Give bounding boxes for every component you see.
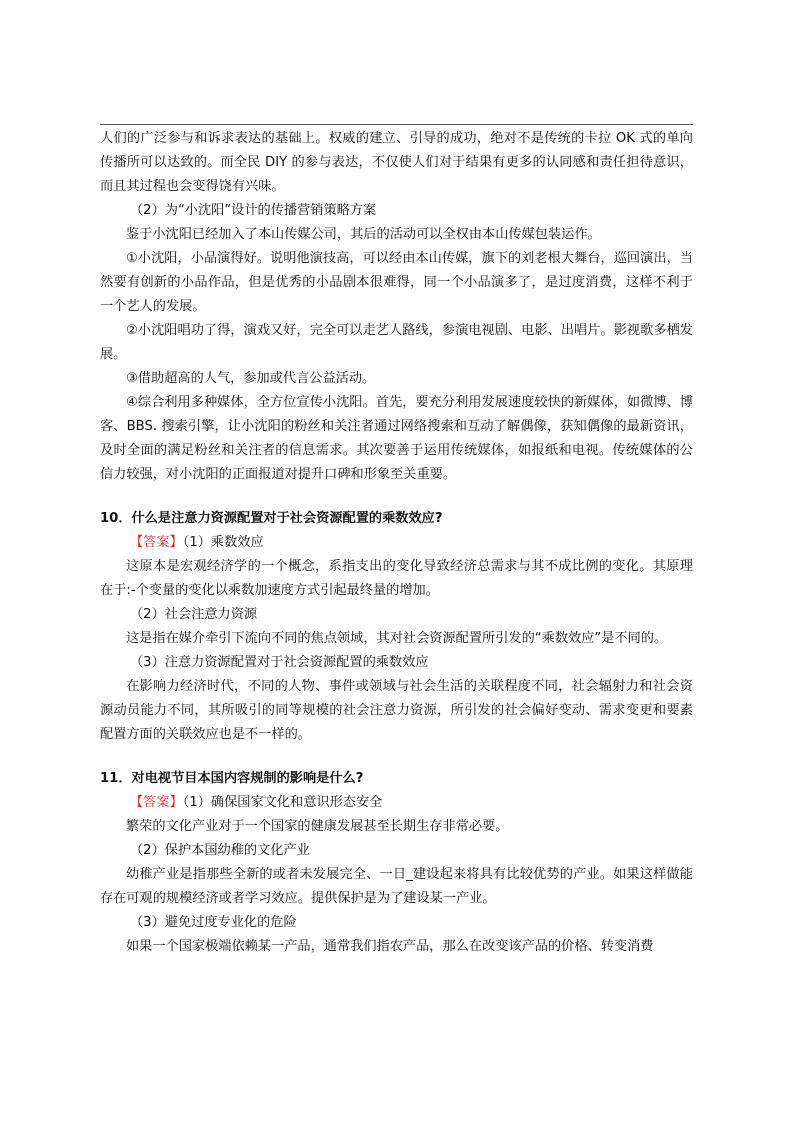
answer-heading-text: （1）乘数效应 — [182, 535, 264, 550]
paragraph: 这原本是宏观经济学的一个概念，系指支出的变化导致经济总需求与其不成比例的变化。其原理在于:-个变量的变化以乘数加速度方式引起最终量的增加。 — [100, 559, 693, 598]
page-content — [100, 127, 693, 959]
paragraph: 如果一个国家极端依赖某一产品，通常我们指农产品，那么在改变该产品的价格、转变消费 — [126, 939, 654, 954]
answer-11-heading-3: （3）避免过度专业化的危险 — [130, 915, 297, 930]
answer-11-heading-2: （2）保护本国幼稚的文化产业 — [130, 843, 310, 858]
paragraph: ③借助超高的人气，参加或代言公益活动。 — [126, 371, 376, 386]
paragraph: 鉴于小沈阳已经加入了本山传媒公司，其后的活动可以全权由本山传媒包装运作。 — [126, 227, 601, 242]
answer-11-heading-1 — [100, 791, 693, 815]
section-heading: （2）为“小沈阳”设计的传播营销策略方案 — [130, 203, 377, 218]
answer-tag: 【答案】 — [130, 535, 183, 550]
spacer — [100, 747, 693, 757]
paragraph: ④综合利用多种媒体，全方位宣传小沈阳。首先，要充分利用发展速度较快的新媒体，如微博、博客、BBS. 搜索引擎，让小沈阳的粉丝和关注者通过网络搜索和互动了解偶像，获知偶像的最新资讯，及时全面的满足粉丝和关注者的信息需求。其次要善于运用传统媒体，如报纸和电视。传统媒体的公信力较强，对小沈阳的正面报道对提升口碑和形象至关重要。 — [100, 395, 693, 482]
answer-10-heading-3: （3）注意力资源配置对于社会资源配置的乘数效应 — [130, 655, 429, 670]
header-rule — [100, 124, 693, 125]
answer-tag: 【答案】 — [130, 795, 183, 810]
spacer — [100, 487, 693, 497]
answer-10-heading-2: （2）社会注意力资源 — [130, 607, 258, 622]
answer-heading-text: （1）确保国家文化和意识形态安全 — [182, 795, 383, 810]
paragraph: ①小沈阳，小品演得好。说明他演技高，可以经由本山传媒，旗下的刘老根大舞台，巡回演出，当然要有创新的小品作品，但是优秀的小品剧本很难得，同一个小品演多了，是过度消费，这样不利于一个艺人的发展。 — [100, 251, 693, 314]
paragraph: 幼稚产业是指那些全新的或者未发展完全、一日_建设起来将具有比较优势的产业。如果这样做能存在可观的规模经济或者学习效应。提供保护是为了建设某一产业。 — [100, 867, 693, 906]
paragraph: 在影响力经济时代，不同的人物、事件或领域与社会生活的关联程度不同，社会辐射力和社会资源动员能力不同，其所吸引的同等规模的社会注意力资源，所引发的社会偏好变动、需求变更和要素配置方面的关联效应也是不一样的。 — [100, 679, 693, 742]
paragraph: ②小沈阳唱功了得，演戏又好，完全可以走艺人路线，参演电视剧、电影、出唱片。影视歌多栖发展。 — [100, 323, 693, 362]
question-11-title: 11．对电视节目本国内容规制的影响是什么? — [100, 771, 364, 786]
paragraph: 繁荣的文化产业对于一个国家的健康发展甚至长期生存非常必要。 — [126, 819, 509, 834]
question-10-title: 10．什么是注意力资源配置对于社会资源配置的乘数效应? — [100, 511, 443, 526]
answer-10-heading-1 — [100, 531, 693, 555]
paragraph-continuation: 人们的广泛参与和诉求表达的基础上。权威的建立、引导的成功，绝对不是传统的卡拉 OK 式的单向传播所可以达致的。而全民 DIY 的参与表达，不仅使人们对于结果有更多的认同感和责任担待意识，而且其过程也会变得饶有兴味。 — [100, 131, 693, 194]
paragraph: 这是指在媒介牵引下流向不同的焦点领域，其对社会资源配置所引发的“乘数效应”是不同的。 — [126, 631, 668, 646]
